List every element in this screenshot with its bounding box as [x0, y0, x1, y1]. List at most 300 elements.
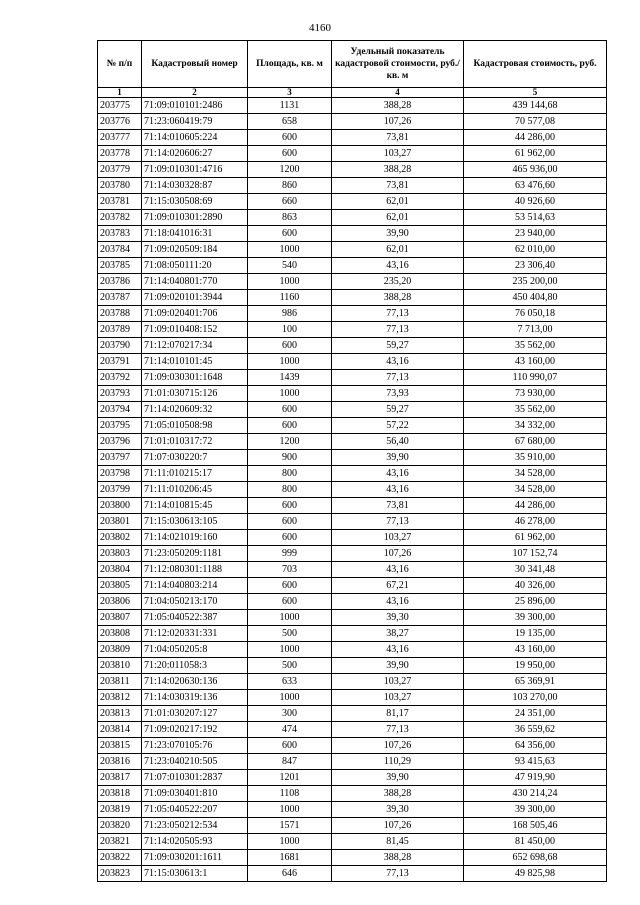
table-row: [98, 162, 607, 178]
cadastral-value-cell: 81 450,00: [464, 834, 607, 850]
cadastral-value-cell: 34 528,00: [464, 466, 607, 482]
cadastral-value-cell: 53 514,63: [464, 210, 607, 226]
area-cell: 800: [248, 482, 332, 498]
table-row: [98, 434, 607, 450]
cadastral-number-cell: 71:09:030401:810: [142, 786, 248, 802]
row-number-cell: 203805: [98, 578, 142, 594]
row-number-cell: 203781: [98, 194, 142, 210]
unit-value-cell: 39,90: [332, 658, 464, 674]
cadastral-value-cell: 235 200,00: [464, 274, 607, 290]
cadastral-number-cell: 71:04:050205:8: [142, 642, 248, 658]
table-row: [98, 754, 607, 770]
unit-value-cell: 77,13: [332, 514, 464, 530]
unit-value-cell: 77,13: [332, 866, 464, 882]
cadastral-value-cell: 40 326,00: [464, 578, 607, 594]
cadastral-value-cell: 168 505,46: [464, 818, 607, 834]
cadastral-value-cell: 64 356,00: [464, 738, 607, 754]
unit-value-cell: 110,29: [332, 754, 464, 770]
cadastral-value-cell: 25 896,00: [464, 594, 607, 610]
area-cell: 100: [248, 322, 332, 338]
cadastral-number-cell: 71:11:010206:45: [142, 482, 248, 498]
cadastral-number-cell: 71:14:010101:45: [142, 354, 248, 370]
unit-value-cell: 103,27: [332, 530, 464, 546]
area-cell: 1571: [248, 818, 332, 834]
header-row-number: № п/п: [98, 41, 142, 88]
cadastral-value-cell: 40 926,60: [464, 194, 607, 210]
table-column-numbers-row: [98, 88, 607, 98]
unit-value-cell: 73,93: [332, 386, 464, 402]
area-cell: 1108: [248, 786, 332, 802]
unit-value-cell: 77,13: [332, 322, 464, 338]
unit-value-cell: 388,28: [332, 290, 464, 306]
table-row: [98, 866, 607, 882]
cadastral-value-cell: 62 010,00: [464, 242, 607, 258]
table-row: [98, 98, 607, 114]
row-number-cell: 203797: [98, 450, 142, 466]
column-number: 4: [332, 88, 464, 98]
area-cell: 600: [248, 514, 332, 530]
cadastral-number-cell: 71:14:040801:770: [142, 274, 248, 290]
area-cell: 1000: [248, 274, 332, 290]
area-cell: 1000: [248, 386, 332, 402]
unit-value-cell: 235,20: [332, 274, 464, 290]
row-number-cell: 203799: [98, 482, 142, 498]
unit-value-cell: 43,16: [332, 594, 464, 610]
cadastral-number-cell: 71:15:030613:1: [142, 866, 248, 882]
unit-value-cell: 59,27: [332, 338, 464, 354]
cadastral-number-cell: 71:07:030220:7: [142, 450, 248, 466]
area-cell: 863: [248, 210, 332, 226]
area-cell: 540: [248, 258, 332, 274]
area-cell: 600: [248, 578, 332, 594]
area-cell: 1000: [248, 242, 332, 258]
cadastral-number-cell: 71:09:020509:184: [142, 242, 248, 258]
area-cell: 600: [248, 130, 332, 146]
cadastral-number-cell: 71:09:030201:1611: [142, 850, 248, 866]
row-number-cell: 203776: [98, 114, 142, 130]
cadastral-number-cell: 71:14:021019:160: [142, 530, 248, 546]
area-cell: 1160: [248, 290, 332, 306]
row-number-cell: 203817: [98, 770, 142, 786]
row-number-cell: 203802: [98, 530, 142, 546]
unit-value-cell: 62,01: [332, 242, 464, 258]
unit-value-cell: 39,90: [332, 770, 464, 786]
cadastral-value-cell: 19 135,00: [464, 626, 607, 642]
cadastral-number-cell: 71:01:030715:126: [142, 386, 248, 402]
table-row: [98, 338, 607, 354]
area-cell: 500: [248, 626, 332, 642]
header-area: Площадь, кв. м: [248, 41, 332, 88]
row-number-cell: 203788: [98, 306, 142, 322]
unit-value-cell: 39,90: [332, 226, 464, 242]
table-row: [98, 418, 607, 434]
table-row: [98, 226, 607, 242]
table-row: [98, 482, 607, 498]
cadastral-value-cell: 465 936,00: [464, 162, 607, 178]
cadastral-number-cell: 71:15:030508:69: [142, 194, 248, 210]
area-cell: 1000: [248, 642, 332, 658]
header-unit-value: Удельный показатель кадастровой стоимости, руб./кв. м: [332, 41, 464, 88]
cadastral-number-cell: 71:09:010408:152: [142, 322, 248, 338]
cadastral-value-cell: 107 152,74: [464, 546, 607, 562]
row-number-cell: 203794: [98, 402, 142, 418]
table-row: [98, 738, 607, 754]
row-number-cell: 203787: [98, 290, 142, 306]
row-number-cell: 203792: [98, 370, 142, 386]
row-number-cell: 203795: [98, 418, 142, 434]
cadastral-number-cell: 71:11:010215:17: [142, 466, 248, 482]
table-row: [98, 370, 607, 386]
cadastral-value-cell: 63 476,60: [464, 178, 607, 194]
cadastral-value-cell: 70 577,08: [464, 114, 607, 130]
cadastral-number-cell: 71:05:040522:387: [142, 610, 248, 626]
row-number-cell: 203819: [98, 802, 142, 818]
table-row: [98, 210, 607, 226]
cadastral-number-cell: 71:01:010317:72: [142, 434, 248, 450]
cadastral-value-cell: 73 930,00: [464, 386, 607, 402]
cadastral-value-cell: 35 562,00: [464, 338, 607, 354]
unit-value-cell: 39,30: [332, 610, 464, 626]
header-cadastral-value: Кадастровая стоимость, руб.: [464, 41, 607, 88]
unit-value-cell: 43,16: [332, 354, 464, 370]
cadastral-value-cell: 30 341,48: [464, 562, 607, 578]
table-row: [98, 146, 607, 162]
table-row: [98, 546, 607, 562]
cadastral-number-cell: 71:14:020609:32: [142, 402, 248, 418]
unit-value-cell: 39,30: [332, 802, 464, 818]
unit-value-cell: 62,01: [332, 210, 464, 226]
cadastral-value-cell: 24 351,00: [464, 706, 607, 722]
cadastral-value-cell: 23 306,40: [464, 258, 607, 274]
area-cell: 1000: [248, 354, 332, 370]
unit-value-cell: 388,28: [332, 786, 464, 802]
table-row: [98, 114, 607, 130]
table-row: [98, 594, 607, 610]
cadastral-value-cell: 35 910,00: [464, 450, 607, 466]
unit-value-cell: 107,26: [332, 818, 464, 834]
row-number-cell: 203780: [98, 178, 142, 194]
row-number-cell: 203793: [98, 386, 142, 402]
table-body: [98, 98, 607, 882]
area-cell: 1200: [248, 162, 332, 178]
cadastral-value-cell: 65 369,91: [464, 674, 607, 690]
cadastral-number-cell: 71:18:041016:31: [142, 226, 248, 242]
area-cell: 1131: [248, 98, 332, 114]
cadastral-value-cell: 61 962,00: [464, 146, 607, 162]
table-row: [98, 770, 607, 786]
unit-value-cell: 43,16: [332, 258, 464, 274]
cadastral-number-cell: 71:14:010605:224: [142, 130, 248, 146]
row-number-cell: 203809: [98, 642, 142, 658]
cadastral-value-cell: 34 332,00: [464, 418, 607, 434]
row-number-cell: 203812: [98, 690, 142, 706]
area-cell: 600: [248, 530, 332, 546]
table-row: [98, 690, 607, 706]
cadastral-number-cell: 71:23:050212:534: [142, 818, 248, 834]
cadastral-value-cell: 7 713,00: [464, 322, 607, 338]
row-number-cell: 203798: [98, 466, 142, 482]
row-number-cell: 203778: [98, 146, 142, 162]
row-number-cell: 203818: [98, 786, 142, 802]
cadastral-number-cell: 71:04:050213:170: [142, 594, 248, 610]
unit-value-cell: 103,27: [332, 690, 464, 706]
column-number: 2: [142, 88, 248, 98]
row-number-cell: 203790: [98, 338, 142, 354]
row-number-cell: 203779: [98, 162, 142, 178]
area-cell: 900: [248, 450, 332, 466]
row-number-cell: 203813: [98, 706, 142, 722]
cadastral-number-cell: 71:20:011058:3: [142, 658, 248, 674]
area-cell: 1201: [248, 770, 332, 786]
header-cadastral-number: Кадастровый номер: [142, 41, 248, 88]
unit-value-cell: 388,28: [332, 850, 464, 866]
unit-value-cell: 59,27: [332, 402, 464, 418]
unit-value-cell: 57,22: [332, 418, 464, 434]
cadastral-value-cell: 39 300,00: [464, 610, 607, 626]
unit-value-cell: 73,81: [332, 178, 464, 194]
area-cell: 660: [248, 194, 332, 210]
table-row: [98, 626, 607, 642]
row-number-cell: 203807: [98, 610, 142, 626]
unit-value-cell: 107,26: [332, 114, 464, 130]
cadastral-number-cell: 71:01:030207:127: [142, 706, 248, 722]
cadastral-value-table: [97, 40, 607, 882]
unit-value-cell: 77,13: [332, 370, 464, 386]
cadastral-number-cell: 71:23:050209:1181: [142, 546, 248, 562]
table-row: [98, 850, 607, 866]
cadastral-value-cell: 61 962,00: [464, 530, 607, 546]
cadastral-number-cell: 71:09:020401:706: [142, 306, 248, 322]
unit-value-cell: 38,27: [332, 626, 464, 642]
cadastral-value-cell: 19 950,00: [464, 658, 607, 674]
cadastral-value-cell: 39 300,00: [464, 802, 607, 818]
cadastral-number-cell: 71:09:010301:2890: [142, 210, 248, 226]
cadastral-number-cell: 71:15:030613:105: [142, 514, 248, 530]
cadastral-value-cell: 44 286,00: [464, 498, 607, 514]
table-row: [98, 818, 607, 834]
unit-value-cell: 43,16: [332, 466, 464, 482]
area-cell: 300: [248, 706, 332, 722]
unit-value-cell: 73,81: [332, 130, 464, 146]
column-number: 5: [464, 88, 607, 98]
table-row: [98, 802, 607, 818]
table-row: [98, 178, 607, 194]
unit-value-cell: 103,27: [332, 146, 464, 162]
row-number-cell: 203783: [98, 226, 142, 242]
cadastral-value-cell: 46 278,00: [464, 514, 607, 530]
unit-value-cell: 388,28: [332, 162, 464, 178]
cadastral-value-cell: 67 680,00: [464, 434, 607, 450]
area-cell: 1439: [248, 370, 332, 386]
cadastral-number-cell: 71:14:020505:93: [142, 834, 248, 850]
unit-value-cell: 77,13: [332, 722, 464, 738]
table-row: [98, 386, 607, 402]
table-row: [98, 514, 607, 530]
cadastral-number-cell: 71:07:010301:2837: [142, 770, 248, 786]
cadastral-number-cell: 71:05:010508:98: [142, 418, 248, 434]
unit-value-cell: 77,13: [332, 306, 464, 322]
table-row: [98, 450, 607, 466]
area-cell: 1000: [248, 690, 332, 706]
row-number-cell: 203814: [98, 722, 142, 738]
cadastral-number-cell: 71:23:070105:76: [142, 738, 248, 754]
row-number-cell: 203808: [98, 626, 142, 642]
cadastral-value-cell: 93 415,63: [464, 754, 607, 770]
area-cell: 500: [248, 658, 332, 674]
row-number-cell: 203804: [98, 562, 142, 578]
cadastral-number-cell: 71:08:050111:20: [142, 258, 248, 274]
area-cell: 600: [248, 418, 332, 434]
column-number: 3: [248, 88, 332, 98]
cadastral-value-cell: 103 270,00: [464, 690, 607, 706]
area-cell: 600: [248, 594, 332, 610]
cadastral-number-cell: 71:09:010101:2486: [142, 98, 248, 114]
area-cell: 986: [248, 306, 332, 322]
unit-value-cell: 43,16: [332, 562, 464, 578]
cadastral-value-cell: 43 160,00: [464, 642, 607, 658]
table-row: [98, 786, 607, 802]
row-number-cell: 203816: [98, 754, 142, 770]
area-cell: 999: [248, 546, 332, 562]
row-number-cell: 203803: [98, 546, 142, 562]
table-row: [98, 722, 607, 738]
area-cell: 600: [248, 738, 332, 754]
row-number-cell: 203806: [98, 594, 142, 610]
table-row: [98, 258, 607, 274]
cadastral-value-cell: 34 528,00: [464, 482, 607, 498]
cadastral-number-cell: 71:09:020217:192: [142, 722, 248, 738]
unit-value-cell: 81,45: [332, 834, 464, 850]
cadastral-number-cell: 71:14:030319:136: [142, 690, 248, 706]
row-number-cell: 203789: [98, 322, 142, 338]
cadastral-value-cell: 43 160,00: [464, 354, 607, 370]
unit-value-cell: 39,90: [332, 450, 464, 466]
cadastral-value-cell: 36 559,62: [464, 722, 607, 738]
area-cell: 633: [248, 674, 332, 690]
row-number-cell: 203800: [98, 498, 142, 514]
cadastral-number-cell: 71:12:080301:1188: [142, 562, 248, 578]
cadastral-value-cell: 49 825,98: [464, 866, 607, 882]
unit-value-cell: 107,26: [332, 546, 464, 562]
table-row: [98, 306, 607, 322]
table-row: [98, 562, 607, 578]
cadastral-value-cell: 44 286,00: [464, 130, 607, 146]
unit-value-cell: 67,21: [332, 578, 464, 594]
unit-value-cell: 73,81: [332, 498, 464, 514]
unit-value-cell: 62,01: [332, 194, 464, 210]
unit-value-cell: 388,28: [332, 98, 464, 114]
cadastral-number-cell: 71:09:010301:4716: [142, 162, 248, 178]
cadastral-number-cell: 71:23:060419:79: [142, 114, 248, 130]
row-number-cell: 203823: [98, 866, 142, 882]
cadastral-number-cell: 71:14:020630:136: [142, 674, 248, 690]
unit-value-cell: 43,16: [332, 482, 464, 498]
table-row: [98, 674, 607, 690]
table-header-row: [98, 41, 607, 88]
cadastral-number-cell: 71:09:030301:1648: [142, 370, 248, 386]
row-number-cell: 203820: [98, 818, 142, 834]
cadastral-number-cell: 71:05:040522:207: [142, 802, 248, 818]
cadastral-number-cell: 71:09:020101:3944: [142, 290, 248, 306]
cadastral-value-cell: 47 919,90: [464, 770, 607, 786]
area-cell: 1200: [248, 434, 332, 450]
cadastral-value-cell: 652 698,68: [464, 850, 607, 866]
table-row: [98, 290, 607, 306]
area-cell: 474: [248, 722, 332, 738]
page-number: 4160: [309, 22, 331, 34]
area-cell: 600: [248, 226, 332, 242]
table-row: [98, 130, 607, 146]
cadastral-number-cell: 71:14:010815:45: [142, 498, 248, 514]
area-cell: 600: [248, 146, 332, 162]
row-number-cell: 203821: [98, 834, 142, 850]
cadastral-number-cell: 71:14:040803:214: [142, 578, 248, 594]
area-cell: 703: [248, 562, 332, 578]
cadastral-value-cell: 430 214,24: [464, 786, 607, 802]
area-cell: 847: [248, 754, 332, 770]
cadastral-number-cell: 71:14:020606:27: [142, 146, 248, 162]
area-cell: 600: [248, 402, 332, 418]
table-row: [98, 642, 607, 658]
area-cell: 658: [248, 114, 332, 130]
column-number: 1: [98, 88, 142, 98]
table-row: [98, 706, 607, 722]
cadastral-value-cell: 23 940,00: [464, 226, 607, 242]
area-cell: 1681: [248, 850, 332, 866]
area-cell: 600: [248, 498, 332, 514]
table-row: [98, 658, 607, 674]
area-cell: 1000: [248, 834, 332, 850]
unit-value-cell: 81,17: [332, 706, 464, 722]
table-row: [98, 274, 607, 290]
area-cell: 800: [248, 466, 332, 482]
area-cell: 1000: [248, 610, 332, 626]
table-row: [98, 402, 607, 418]
table-row: [98, 578, 607, 594]
cadastral-value-cell: 439 144,68: [464, 98, 607, 114]
table-row: [98, 610, 607, 626]
cadastral-value-cell: 76 050,18: [464, 306, 607, 322]
row-number-cell: 203815: [98, 738, 142, 754]
area-cell: 646: [248, 866, 332, 882]
table-row: [98, 322, 607, 338]
area-cell: 600: [248, 338, 332, 354]
row-number-cell: 203810: [98, 658, 142, 674]
cadastral-number-cell: 71:23:040210:505: [142, 754, 248, 770]
row-number-cell: 203777: [98, 130, 142, 146]
row-number-cell: 203811: [98, 674, 142, 690]
unit-value-cell: 56,40: [332, 434, 464, 450]
row-number-cell: 203822: [98, 850, 142, 866]
cadastral-value-cell: 35 562,00: [464, 402, 607, 418]
row-number-cell: 203791: [98, 354, 142, 370]
unit-value-cell: 43,16: [332, 642, 464, 658]
cadastral-value-cell: 450 404,80: [464, 290, 607, 306]
row-number-cell: 203796: [98, 434, 142, 450]
cadastral-value-cell: 110 990,07: [464, 370, 607, 386]
area-cell: 1000: [248, 802, 332, 818]
table-row: [98, 530, 607, 546]
table-row: [98, 194, 607, 210]
table-row: [98, 354, 607, 370]
row-number-cell: 203775: [98, 98, 142, 114]
row-number-cell: 203785: [98, 258, 142, 274]
unit-value-cell: 103,27: [332, 674, 464, 690]
unit-value-cell: 107,26: [332, 738, 464, 754]
cadastral-number-cell: 71:12:070217:34: [142, 338, 248, 354]
row-number-cell: 203801: [98, 514, 142, 530]
cadastral-number-cell: 71:14:030328:87: [142, 178, 248, 194]
